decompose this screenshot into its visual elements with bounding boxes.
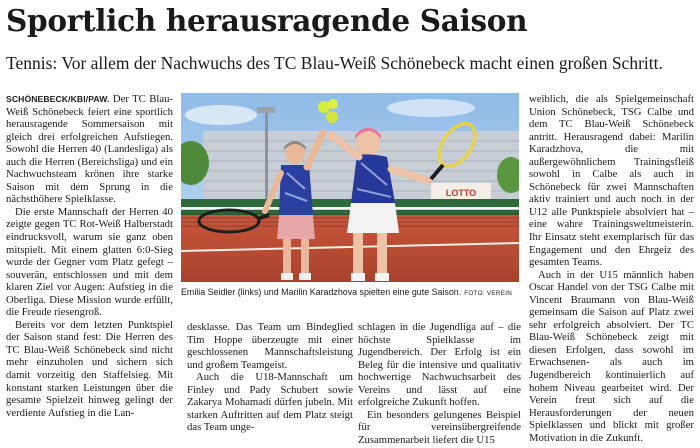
dateline: SCHÖNEBECK/KBI/PAW.: [6, 94, 110, 104]
paragraph: Die erste Mannschaft der Herren 40 zeigte gegen TC Rot-Weiß Halberstadt eindrucksvoll, warum sie ganz oben mitspielt. Mit einem glatten 6:0-Sieg wurde der Gegner vom Platz gefegt – souverän, entschlossen und mit dem klaren Ziel vor Augen: Aufstieg in die Oberliga. Diese Mission wurde erfüllt, die Freude riesengroß.: [6, 205, 173, 319]
paragraph-text: Der TC Blau-Weiß Schönebeck feiert eine sportlich herausragende Sommersaison mit gleich drei erfolgreichen Aufstiegen. Sowohl die Herren 40 (Landesliga) als auch die Herren (Bereichsliga) und ein Nachwuchsteam krönen ihre starke Saison mit dem Sprung in die nächsthöhere Spielklasse.: [6, 93, 173, 206]
article-column-4: [529, 93, 694, 447]
paragraph: [6, 93, 173, 206]
caption-text: Emilia Seidler (links) und Marilin Karadzhova spielten eine gute Saison.: [181, 287, 462, 297]
paragraph: Auch die U18-Mannschaft um Finley und Pady Schubert sowie Zakarya Mohamadi dürfen jubeln. Mit starken Auftritten auf dem Platz steigt das Team unge-: [187, 371, 353, 434]
tennis-ball: [328, 99, 338, 109]
paragraph: schlagen in die Jugendliga auf – die höchste Spielklasse im Jugendbereich. Der Erfolg ist ein Beleg für die intensive und qualitativ hochwertige Nachwuchsarbeit des Vereins und lässt auf eine erfolgreiche Zukunft hoffen.: [358, 321, 521, 409]
photo-credit: FOTO: VEREIN: [464, 290, 513, 297]
paragraph: desklasse. Das Team um Bindeglied Tim Hoppe überzeugte mit einer geschlossenen Mannschaftsleistung und großem Teamgeist.: [187, 321, 353, 371]
article-column-3: [358, 321, 521, 448]
headline: Sportlich herausragende Saison: [6, 3, 528, 38]
tennis-ball: [326, 111, 338, 123]
banner-text: LOTTO: [445, 188, 477, 198]
article-column-2: [187, 321, 353, 448]
paragraph: weiblich, die als Spielgemeinschaft Union Schönebeck, TSG Calbe und dem TC Blau-Weiß Schönebeck antritt. Herausragend dabei: Marilin Karadzhova, die mit außergewöhnlichem Trainingsfleiß sowohl in Calbe als auch in Schönebeck für zwei Mannschaften aktiv trainiert und auch noch in der U12 alle Punktspiele absolviert hat – eine wahre Trainingsweltmeisterin. Ihr Einsatz steht exemplarisch für das Engagement und den Ehrgeiz des gesamten Teams.: [529, 93, 694, 269]
photo-caption: [181, 286, 519, 300]
paragraph: Bereits vor dem letzten Punktspiel der Saison stand fest: Die Herren des TC Blau-Weiß Schönebeck sind nicht mehr einzuholen und sichern sich damit vorzeitig den Staffelsieg. Mit konstant starken Leistungen über die gesamte Spielzeit hinweg gelingt der verdiente Aufstieg in die Lan-: [6, 318, 173, 419]
article-column-1: [6, 93, 173, 447]
paragraph: Auch in der U15 männlich haben Oscar Handel von der TSG Calbe mit Vincent Braumann von Blau-Weiß gemeinsam die Saison auf Platz zwei sehr erfolgreich absolviert. Der TC Blau-Weiß Schönebeck zeigt mit diesen Erfolgen, dass sowohl im Erwachsenen- als auch im Jugendbereich kontinuierlich auf hohem Niveau gearbeitet wird. Der Verein freut sich auf die Herausforderungen der neuen Spielklassen und blickt mit großer Motivation in die Zukunft.: [529, 268, 694, 444]
paragraph: Ein besonders gelungenes Beispiel für vereinsübergreifende Zusammenarbeit liefert die U15: [358, 408, 521, 446]
tennis-players-image: [181, 93, 519, 282]
article-photo: [181, 93, 519, 282]
subheadline: Tennis: Vor allem der Nachwuchs des TC Blau-Weiß Schönebeck macht einen großen Schritt.: [6, 53, 663, 73]
